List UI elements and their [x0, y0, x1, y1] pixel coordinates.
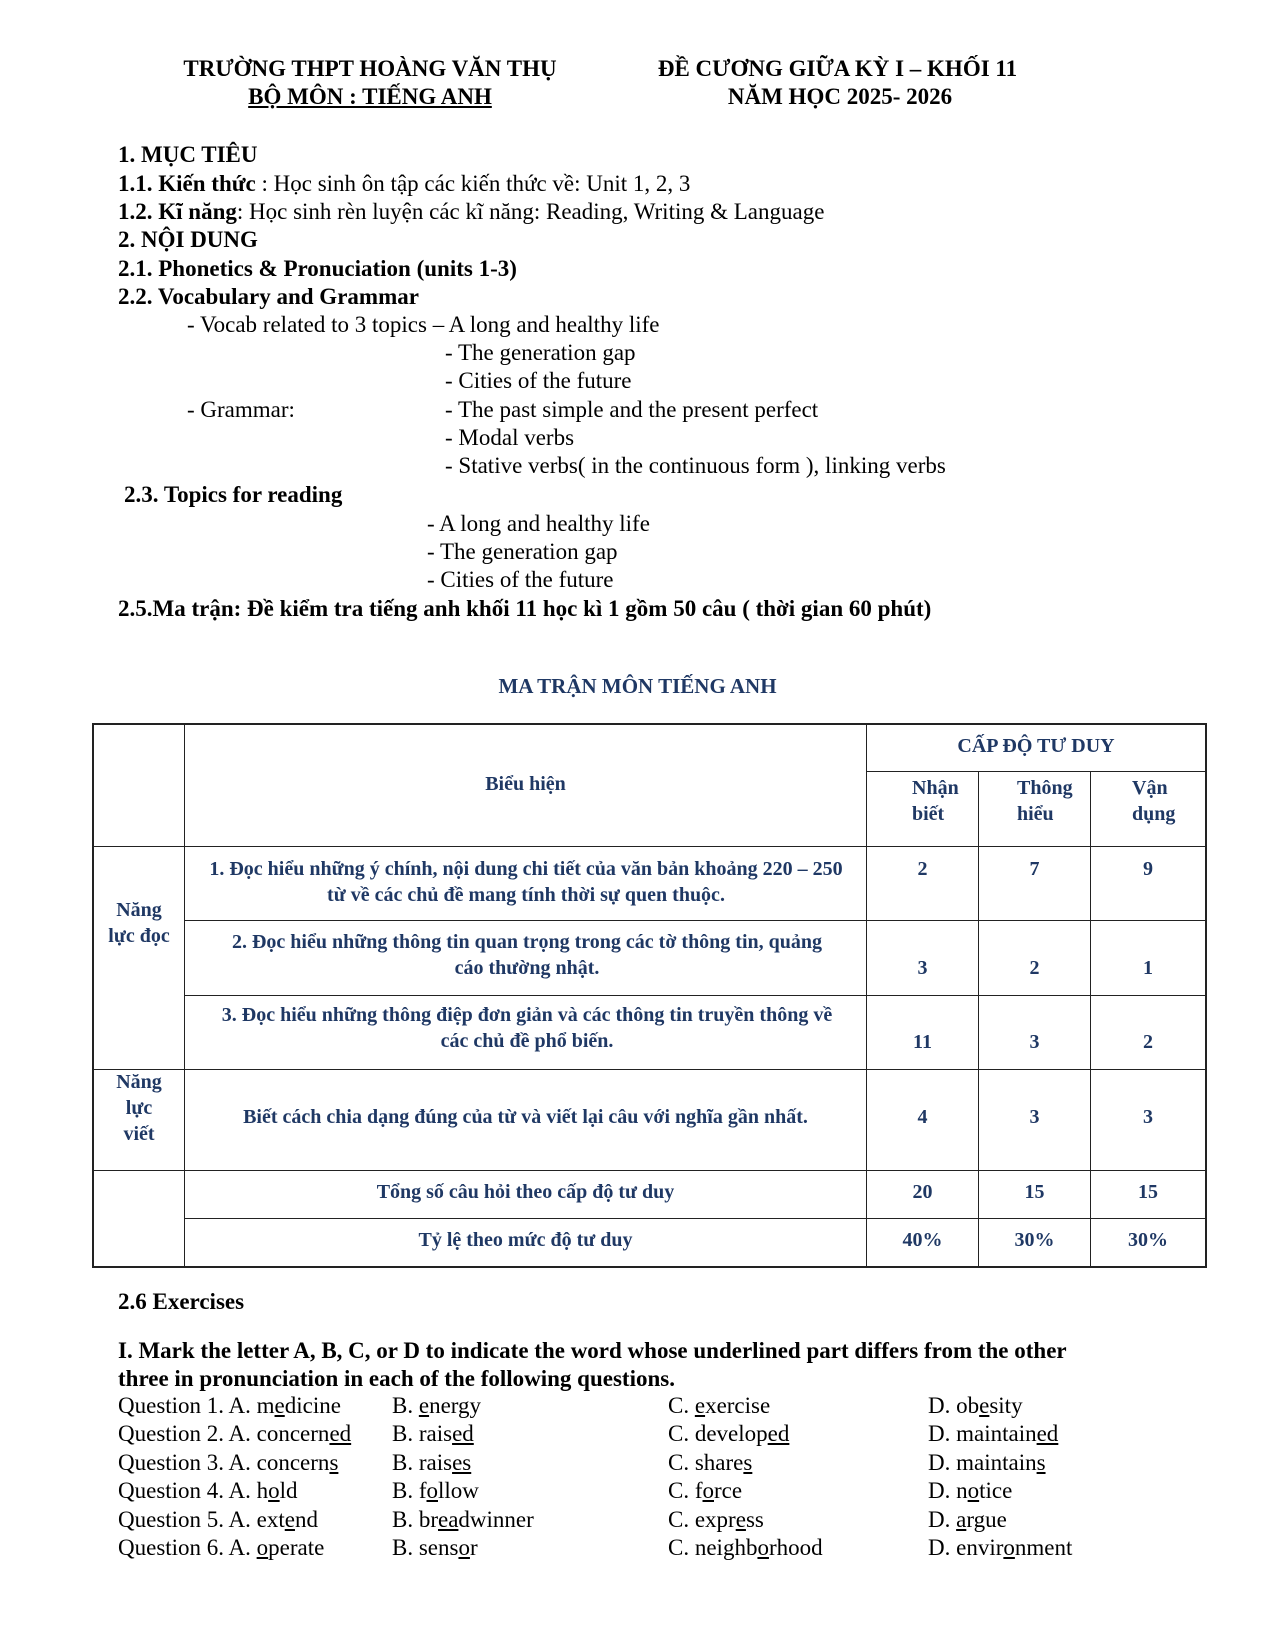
option-d [928, 1507, 1007, 1533]
grammar-label: - Grammar: [187, 397, 295, 422]
option-b [392, 1450, 471, 1476]
matrix-value: 2 [917, 858, 928, 880]
option-text: nd [294, 1506, 318, 1532]
matrix-value: 3 [1143, 1106, 1153, 1128]
option-text: Question 3. A. concern [118, 1449, 330, 1475]
option-text: D. envir [928, 1535, 1004, 1560]
option-text: B. [392, 1393, 419, 1418]
underlined-part: ed [452, 1421, 474, 1447]
option-a [118, 1393, 341, 1419]
vocab-topic: - The generation gap [445, 340, 636, 365]
total-label: Tổng số câu hỏi theo cấp độ tư duy [376, 1181, 675, 1203]
knowledge-text: : Học sinh ôn tập các kiến thức về: Unit 1, 2, 3 [255, 171, 691, 196]
matrix-value: 3 [1029, 1106, 1040, 1128]
matrix-value: 2 [1029, 957, 1040, 979]
option-text: D. n [928, 1478, 968, 1504]
option-text: B. rais [392, 1421, 453, 1447]
underlined-part: o [268, 1478, 280, 1504]
option-text: rce [714, 1478, 743, 1504]
ratio-value: 30% [1014, 1229, 1055, 1251]
matrix-value: 9 [1143, 858, 1153, 880]
col-header-level-1: Nhận biết [912, 777, 959, 825]
option-text: llow [438, 1478, 479, 1504]
matrix-value: 4 [917, 1106, 928, 1128]
option-text: ld [279, 1478, 298, 1504]
reading-topic: - A long and healthy life [427, 511, 650, 536]
underlined-part: e [735, 1506, 746, 1532]
option-c [668, 1393, 770, 1419]
option-text: nment [1014, 1535, 1073, 1560]
content-heading: 2. NỘI DUNG [118, 227, 258, 252]
option-d [928, 1535, 1072, 1561]
matrix-value: 2 [1143, 1031, 1153, 1053]
exercise-instruction: three in pronunciation in each of the following questions. [118, 1366, 675, 1391]
option-text: D. maintain [928, 1421, 1037, 1447]
option-text: dicine [284, 1393, 341, 1418]
matrix-value: 1 [1143, 957, 1153, 979]
underlined-part: o [426, 1478, 438, 1504]
underlined-part: o [702, 1478, 714, 1504]
matrix-table [92, 723, 1207, 1268]
matrix-description: 2.5.Ma trận: Đề kiểm tra tiếng anh khối 11 học kì 1 gồm 50 câu ( thời gian 60 phút) [118, 596, 932, 621]
exercise-instruction: I. Mark the letter A, B, C, or D to indicate the word whose underlined part differs from the other [118, 1338, 1067, 1363]
option-text: B. br [392, 1506, 438, 1532]
school-name: TRƯỜNG THPT HOÀNG VĂN THỤ [183, 56, 557, 81]
underlined-part: ed [767, 1421, 790, 1447]
skills-line [118, 199, 824, 225]
option-text: Question 4. A. h [118, 1478, 269, 1504]
objectives-heading: 1. MỤC TIÊU [118, 142, 258, 167]
option-a [118, 1421, 351, 1447]
reading-heading: 2.3. Topics for reading [124, 482, 343, 507]
underlined-part: e [274, 1393, 285, 1418]
option-text: rgue [966, 1506, 1007, 1532]
total-value: 15 [1138, 1181, 1158, 1203]
ratio-value: 40% [902, 1229, 943, 1251]
option-text: tice [979, 1478, 1013, 1504]
option-d [928, 1421, 1058, 1447]
matrix-row-text: 3. Đọc hiểu những thông điệp đơn giản và các thông tin truyền thông về các chủ đề phổ biến. [221, 1004, 833, 1052]
option-text: Question 6. A. [118, 1535, 257, 1560]
knowledge-label: 1.1. Kiến thức [118, 171, 256, 196]
matrix-value: 3 [917, 957, 928, 979]
underlined-part: s [1036, 1449, 1046, 1475]
group-reading: Năng lực đọc [108, 899, 170, 947]
underlined-part: es [452, 1449, 472, 1475]
vocab-line: - Vocab related to 3 topics – A long and healthy life [187, 312, 660, 337]
option-text: nergy [429, 1393, 482, 1418]
option-a [118, 1450, 338, 1476]
option-c [668, 1478, 742, 1504]
underlined-part: e [694, 1393, 706, 1418]
skills-label: 1.2. Kĩ năng [118, 199, 237, 224]
option-text: C. f [668, 1478, 703, 1504]
phonetics-heading: 2.1. Phonetics & Pronuciation (units 1-3) [118, 256, 517, 281]
option-text: perate [268, 1535, 325, 1560]
underlined-part: e [284, 1506, 295, 1532]
option-text: D. ob [928, 1393, 980, 1418]
matrix-value: 3 [1029, 1031, 1040, 1053]
option-text: D. [928, 1506, 957, 1532]
underlined-part: ed [329, 1421, 352, 1447]
option-d [928, 1393, 1023, 1419]
option-text: ss [745, 1506, 764, 1532]
option-text: Question 2. A. concern [118, 1421, 330, 1447]
underlined-part: s [329, 1449, 339, 1475]
grammar-item: - Modal verbs [445, 425, 575, 450]
option-b [392, 1535, 478, 1561]
option-b [392, 1507, 534, 1533]
option-text: Question 1. A. m [118, 1393, 275, 1418]
underlined-part: e [418, 1393, 430, 1418]
option-b [392, 1421, 474, 1447]
underlined-part: o [458, 1535, 470, 1560]
underlined-part: a [956, 1506, 967, 1532]
skills-text: : Học sinh rèn luyện các kĩ năng: Reading, Writing & Language [236, 199, 825, 224]
reading-topic: - Cities of the future [427, 567, 614, 592]
option-text: C. develop [668, 1421, 768, 1447]
option-b [392, 1478, 479, 1504]
option-text: C. expr [668, 1506, 736, 1532]
school-year: NĂM HỌC 2025- 2026 [727, 84, 953, 109]
option-c [668, 1507, 764, 1533]
option-a [118, 1507, 318, 1533]
underlined-part: s [743, 1449, 753, 1475]
option-d [928, 1478, 1012, 1504]
option-text: dwinner [458, 1506, 534, 1532]
option-text: C. neighb [668, 1535, 758, 1560]
ratio-value: 30% [1128, 1229, 1168, 1251]
matrix-value: 11 [913, 1031, 932, 1053]
underlined-part: o [757, 1535, 769, 1560]
col-header-levels: CẤP ĐỘ TƯ DUY [957, 735, 1115, 757]
option-a [118, 1535, 324, 1561]
reading-topic: - The generation gap [427, 539, 618, 564]
option-text: B. f [392, 1478, 427, 1504]
col-header-level-2: Thông hiểu [1017, 777, 1073, 825]
option-text: C. share [668, 1449, 744, 1475]
underlined-part: o [1003, 1535, 1015, 1560]
exercises-heading: 2.6 Exercises [118, 1289, 245, 1314]
underlined-part: ed [1036, 1421, 1059, 1447]
underlined-part: o [256, 1535, 269, 1560]
underlined-part: ea [438, 1506, 459, 1532]
option-text: Question 5. A. ext [118, 1506, 285, 1532]
option-text: D. maintain [928, 1449, 1037, 1475]
matrix-row-text: 2. Đọc hiểu những thông tin quan trọng trong các tờ thông tin, quảng cáo thường nhật. [231, 931, 823, 979]
document-title: ĐỀ CƯƠNG GIỮA KỲ I – KHỐI 11 [657, 56, 1018, 81]
option-c [668, 1450, 752, 1476]
vocab-topic: - Cities of the future [445, 368, 632, 393]
total-value: 20 [912, 1181, 933, 1203]
group-writing: Năng lực viết [116, 1071, 162, 1145]
option-b [392, 1393, 481, 1419]
department-name: BỘ MÔN : TIẾNG ANH [248, 84, 492, 109]
ratio-label: Tỷ lệ theo mức độ tư duy [418, 1229, 633, 1251]
matrix-value: 7 [1029, 858, 1040, 880]
grammar-item: - Stative verbs( in the continuous form ), linking verbs [445, 453, 946, 478]
option-text: C. [668, 1393, 695, 1418]
option-text: B. rais [392, 1449, 453, 1475]
option-d [928, 1450, 1046, 1476]
option-text: xercise [705, 1393, 771, 1418]
knowledge-line [118, 171, 690, 197]
option-c [668, 1535, 823, 1561]
option-text: sity [989, 1393, 1023, 1418]
option-text: rhood [768, 1535, 823, 1560]
matrix-row-text: 1. Đọc hiểu những ý chính, nội dung chi tiết của văn bản khoảng 220 – 250 từ về các chủ đề mang tính thời sự quen thuộc. [209, 858, 843, 906]
underlined-part: o [967, 1478, 980, 1504]
grammar-item: - The past simple and the present perfect [445, 397, 819, 422]
matrix-row-text: Biết cách chia dạng đúng của từ và viết lại câu với nghĩa gần nhất. [243, 1106, 808, 1128]
total-value: 15 [1024, 1181, 1045, 1203]
option-c [668, 1421, 789, 1447]
vocab-grammar-heading: 2.2. Vocabulary and Grammar [118, 284, 419, 309]
col-header-expression: Biểu hiện [485, 773, 566, 795]
matrix-title: MA TRẬN MÔN TIẾNG ANH [498, 674, 777, 698]
option-text: r [469, 1535, 478, 1560]
underlined-part: e [979, 1393, 990, 1418]
option-text: B. sens [392, 1535, 459, 1560]
col-header-level-3: Vận dụng [1132, 777, 1176, 825]
option-a [118, 1478, 298, 1504]
